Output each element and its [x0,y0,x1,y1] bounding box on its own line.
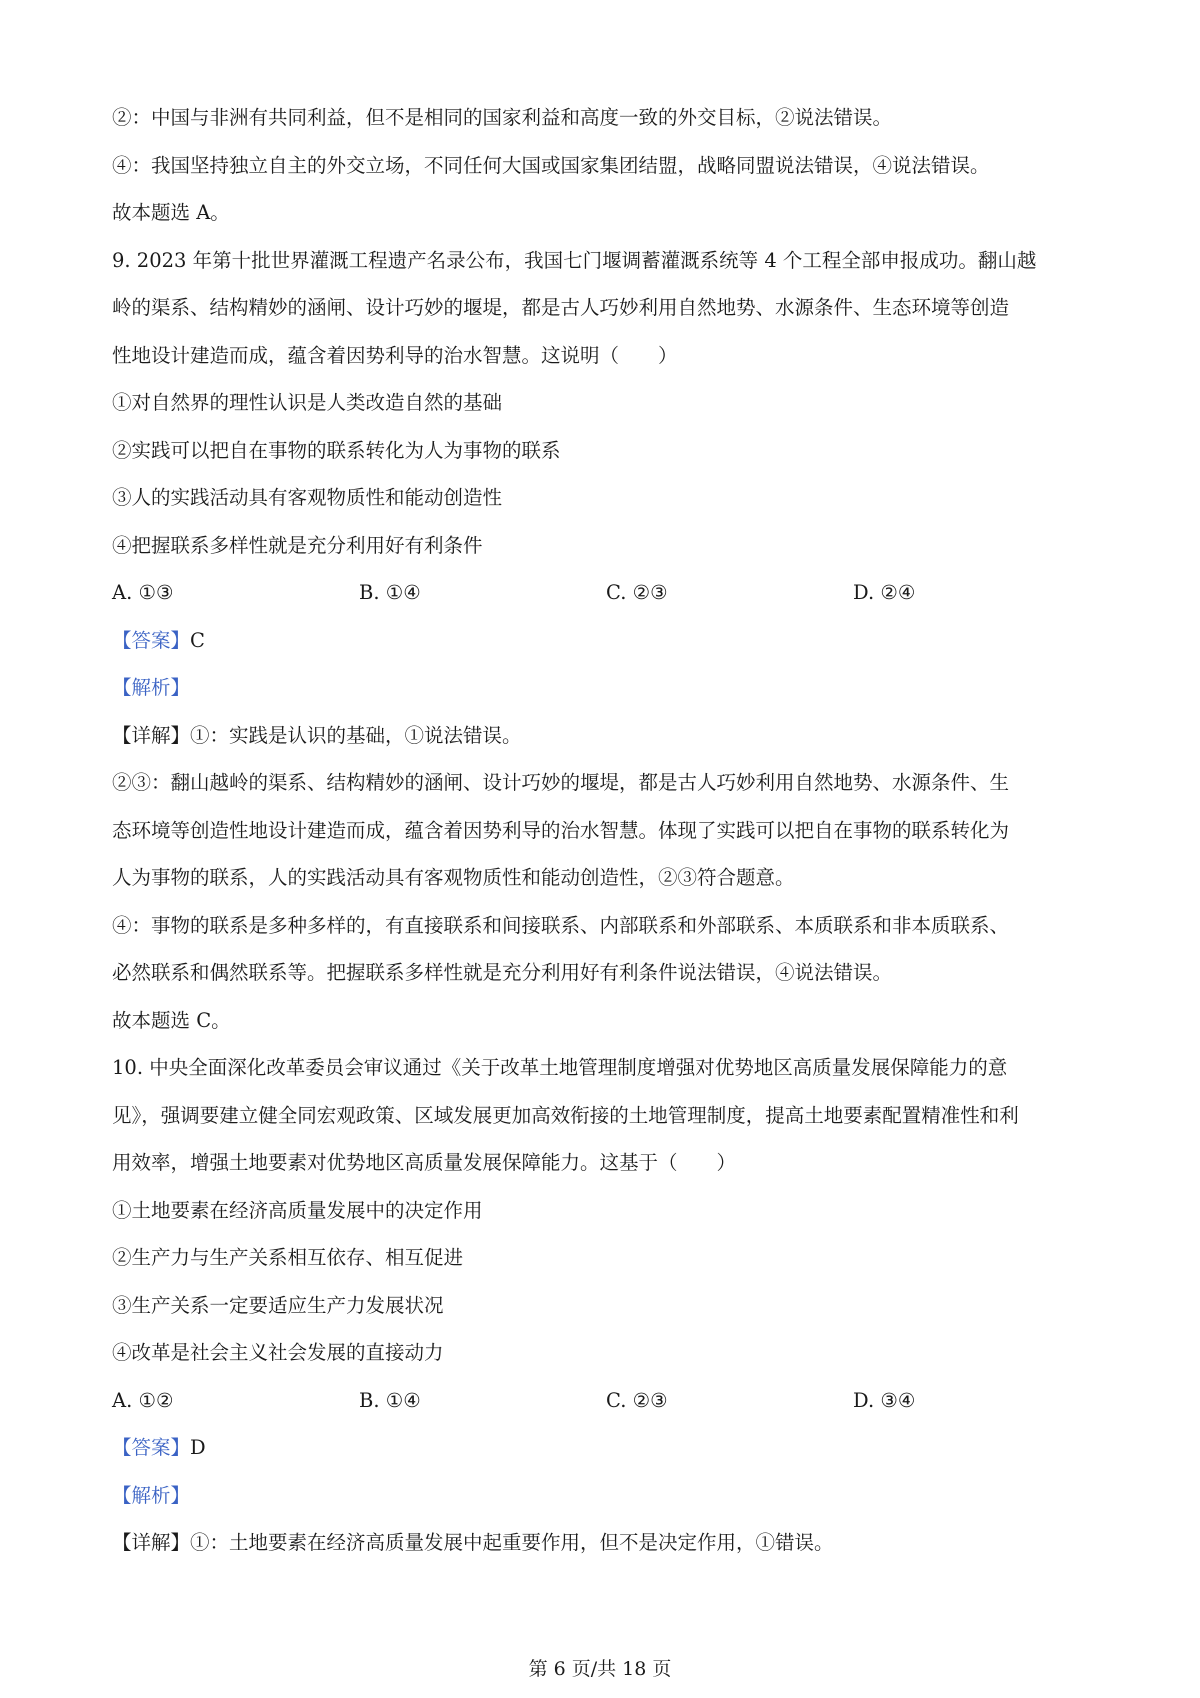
q9-detail-text-1: ①：实践是认识的基础，①说法错误。 [190,723,522,747]
q10-analysis-tag: 【解析】 [112,1483,191,1507]
q10-answer [112,1424,1102,1472]
prev-analysis-line-2: ④：我国坚持独立自主的外交立场，不同任何大国或国家集团结盟，战略同盟说法错误，④说法错误。 [112,153,990,177]
q9-detail-line-1 [112,712,1102,760]
q9-stem-line-1: 9. 2023 年第十批世界灌溉工程遗产名录公布，我国七门堰调蓄灌溉系统等 4 个工程全部申报成功。翻山越 [112,248,1037,272]
q10-statement-4: ④改革是社会主义社会发展的直接动力 [112,1341,444,1364]
q10-option-a: A. ①② [112,1388,174,1412]
q10-detail-line-1 [112,1519,1102,1567]
q9-answer-tag: 【答案】 [112,628,191,652]
q10-detail-text-1: ①：土地要素在经济高质量发展中起重要作用，但不是决定作用，①错误。 [190,1531,834,1554]
q9-statement-2: ②实践可以把自在事物的联系转化为人为事物的联系 [112,438,561,462]
q9-option-d: D. ②④ [853,581,916,604]
q10-option-b: B. ①④ [359,1388,421,1412]
q9-stem-line-2: 岭的渠系、结构精妙的涵闸、设计巧妙的堰堤，都是古人巧妙利用自然地势、水源条件、生态环境等创造 [112,296,1010,319]
q10-statement-3: ③生产关系一定要适应生产力发展状况 [112,1293,444,1317]
q9-analysis-tag: 【解析】 [112,676,191,699]
q9-answer-value: C [190,628,205,652]
q9-statement-3: ③人的实践活动具有客观物质性和能动创造性 [112,486,503,509]
q10-detail-tag: 【详解】 [112,1531,191,1554]
q9-options [112,569,1102,617]
question-10 [112,1044,1102,1567]
q9-detail-line-3: 态环境等创造性地设计建造而成，蕴含着因势利导的治水智慧。体现了实践可以把自在事物的联系转化为 [112,818,1010,842]
q10-answer-value: D [190,1436,206,1459]
page-content [112,94,1102,1567]
q9-option-b: B. ①④ [359,581,421,604]
q10-stem-line-3: 用效率，增强土地要素对优势地区高质量发展保障能力。这基于（ ） [112,1151,737,1174]
prev-analysis-conclusion: 故本题选 A。 [112,201,230,224]
q9-detail-line-6: 必然联系和偶然联系等。把握联系多样性就是充分利用好有利条件说法错误，④说法错误。 [112,961,893,984]
q9-stem-line-3: 性地设计建造而成，蕴含着因势利导的治水智慧。这说明（ ） [112,343,678,367]
q10-option-d: D. ③④ [853,1388,916,1412]
question-9 [112,237,1102,1045]
q9-option-c: C. ②③ [606,581,668,604]
q9-statement-4: ④把握联系多样性就是充分利用好有利条件 [112,533,483,557]
q9-statement-1: ①对自然界的理性认识是人类改造自然的基础 [112,391,503,414]
q10-stem-line-1: 10. 中央全面深化改革委员会审议通过《关于改革土地管理制度增强对优势地区高质量发展保障能力的意 [112,1056,1008,1079]
q10-statement-2: ②生产力与生产关系相互依存、相互促进 [112,1246,464,1269]
q9-answer [112,617,1102,665]
q10-stem-line-2: 见》，强调要建立健全同宏观政策、区域发展更加高效衔接的土地管理制度，提高土地要素配置精准性和利 [112,1103,1019,1127]
q10-analysis [112,1472,1102,1520]
q10-statement-1: ①土地要素在经济高质量发展中的决定作用 [112,1198,483,1222]
q10-options [112,1377,1102,1425]
q9-option-a: A. ①③ [112,581,174,604]
q9-detail-line-5: ④：事物的联系是多种多样的，有直接联系和间接联系、内部联系和外部联系、本质联系和非本质联系、 [112,913,1010,937]
q9-analysis [112,664,1102,712]
q10-answer-tag: 【答案】 [112,1436,191,1459]
q10-option-c: C. ②③ [606,1388,668,1412]
q9-detail-tag: 【详解】 [112,723,191,747]
q9-detail-line-2: ②③：翻山越岭的渠系、结构精妙的涵闸、设计巧妙的堰堤，都是古人巧妙利用自然地势、水源条件、生 [112,771,1010,794]
q9-detail-line-4: 人为事物的联系，人的实践活动具有客观物质性和能动创造性，②③符合题意。 [112,866,795,889]
q9-conclusion: 故本题选 C。 [112,1008,231,1032]
prev-analysis-line-1: ②：中国与非洲有共同利益，但不是相同的国家利益和高度一致的外交目标，②说法错误。 [112,106,893,129]
page-footer: 第 6 页/共 18 页 [528,1658,672,1680]
